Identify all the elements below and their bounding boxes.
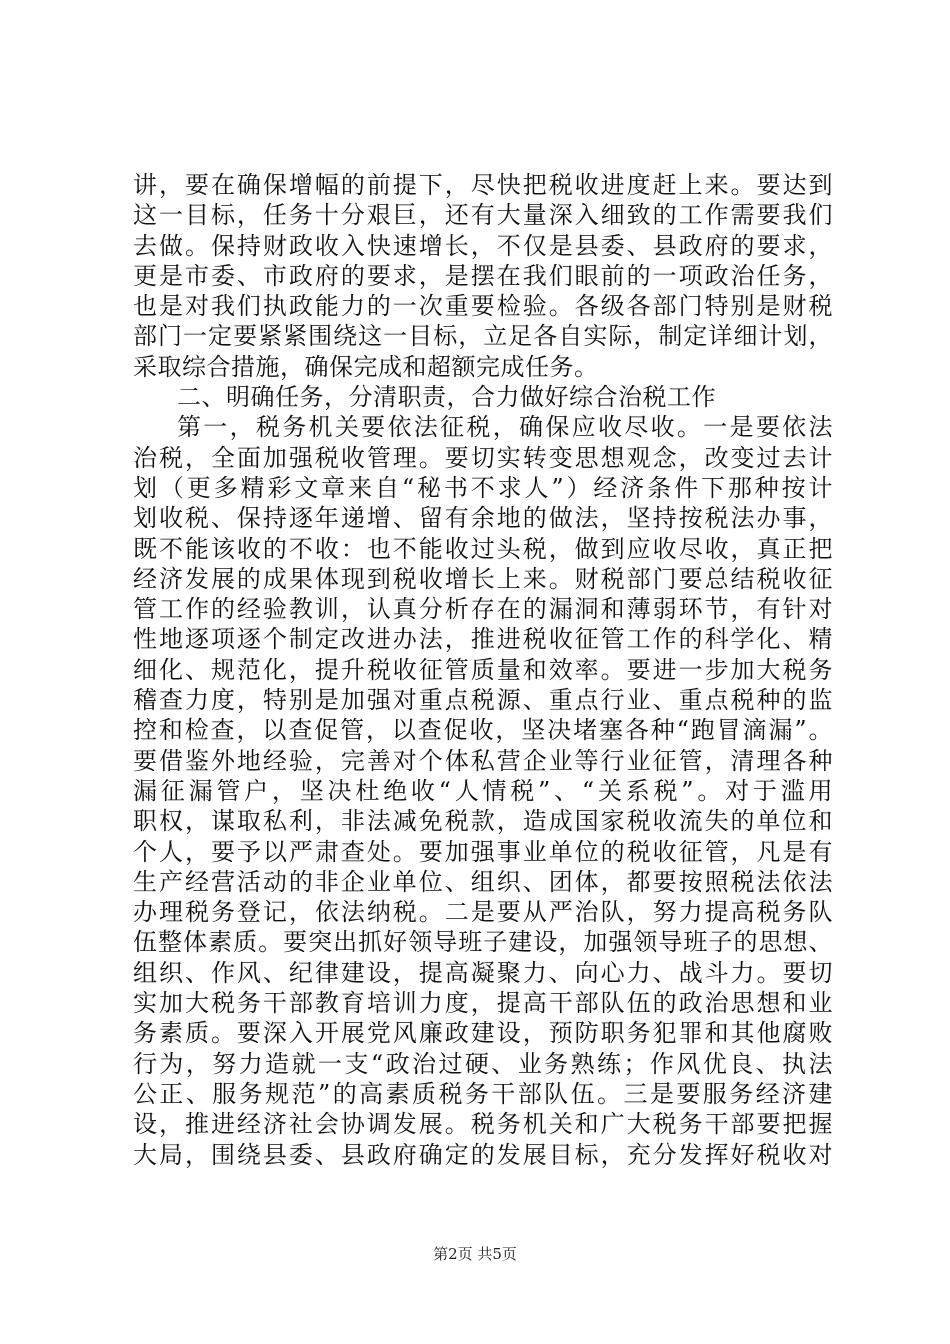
text-line: 划（更多精彩文章来自“秘书不求人”）经济条件下那种按计: [133, 473, 833, 502]
text-line: 经济发展的成果体现到税收增长上来。财税部门要总结税收征: [133, 564, 833, 593]
text-line: 职权，谋取私利，非法减免税款，造成国家税收流失的单位和: [133, 807, 833, 836]
text-line: 生产经营活动的非企业单位、组织、团体，都要按照税法依法: [133, 867, 833, 896]
text-line: 既不能该收的不收：也不能收过头税，做到应收尽收，真正把: [133, 534, 833, 563]
text-line: 这一目标，任务十分艰巨，还有大量深入细致的工作需要我们: [133, 201, 833, 230]
text-line: 管工作的经验教训，认真分析存在的漏洞和薄弱环节，有针对: [133, 595, 833, 624]
text-line: 设，推进经济社会协调发展。税务机关和广大税务干部要把握: [133, 1110, 833, 1139]
text-line: 稽查力度，特别是加强对重点税源、重点行业、重点税种的监: [133, 686, 833, 715]
text-line: 务素质。要深入开展党风廉政建设，预防职务犯罪和其他腐败: [133, 1019, 833, 1048]
text-line: 更是市委、市政府的要求，是摆在我们眼前的一项政治任务，: [133, 261, 833, 290]
text-line: 划收税、保持逐年递增、留有余地的做法，坚持按税法办事，: [133, 504, 833, 533]
text-line: 伍整体素质。要突出抓好领导班子建设，加强领导班子的思想、: [133, 928, 833, 957]
text-line: 二、明确任务，分清职责，合力做好综合治税工作: [177, 383, 716, 412]
text-line: 公正、服务规范”的高素质税务干部队伍。三是要服务经济建: [133, 1079, 833, 1108]
text-line: 控和检查，以查促管，以查促收，坚决堵塞各种“跑冒滴漏”。: [133, 716, 833, 745]
text-line: 组织、作风、纪律建设，提高凝聚力、向心力、战斗力。要切: [133, 958, 833, 987]
text-line: 也是对我们执政能力的一次重要检验。各级各部门特别是财税: [133, 292, 833, 321]
text-line: 治税，全面加强税收管理。要切实转变思想观念，改变过去计: [133, 443, 833, 472]
text-line: 大局，围绕县委、县政府确定的发展目标，充分发挥好税收对: [133, 1140, 833, 1169]
text-line: 漏征漏管户，坚决杜绝收“人情税”、“关系税”。对于滥用: [133, 776, 833, 805]
text-line: 性地逐项逐个制定改进办法，推进税收征管工作的科学化、精: [133, 625, 833, 654]
body-text: [133, 170, 833, 1170]
text-line: 讲，要在确保增幅的前提下，尽快把税收进度赶上来。要达到: [133, 171, 833, 199]
text-line: 要借鉴外地经验，完善对个体私营企业等行业征管，清理各种: [133, 746, 833, 775]
text-line: 行为，努力造就一支“政治过硬、业务熟练；作风优良、执法: [133, 1049, 833, 1078]
text-line: 实加大税务干部教育培训力度，提高干部队伍的政治思想和业: [133, 989, 833, 1018]
text-line: 个人，要予以严肃查处。要加强事业单位的税收征管，凡是有: [133, 837, 833, 866]
text-line: 去做。保持财政收入快速增长，不仅是县委、县政府的要求，: [133, 231, 833, 260]
text-line: 部门一定要紧紧围绕这一目标，立足各自实际，制定详细计划，: [133, 322, 833, 351]
text-line: 细化、规范化，提升税收征管质量和效率。要进一步加大税务: [133, 655, 833, 684]
page-number-footer: 第2页 共5页: [433, 1245, 517, 1263]
text-line: 第一，税务机关要依法征税，确保应收尽收。一是要依法: [177, 413, 833, 442]
text-line: 办理税务登记，依法纳税。二是要从严治队，努力提高税务队: [133, 898, 833, 927]
text-line: 采取综合措施，确保完成和超额完成任务。: [133, 352, 599, 381]
